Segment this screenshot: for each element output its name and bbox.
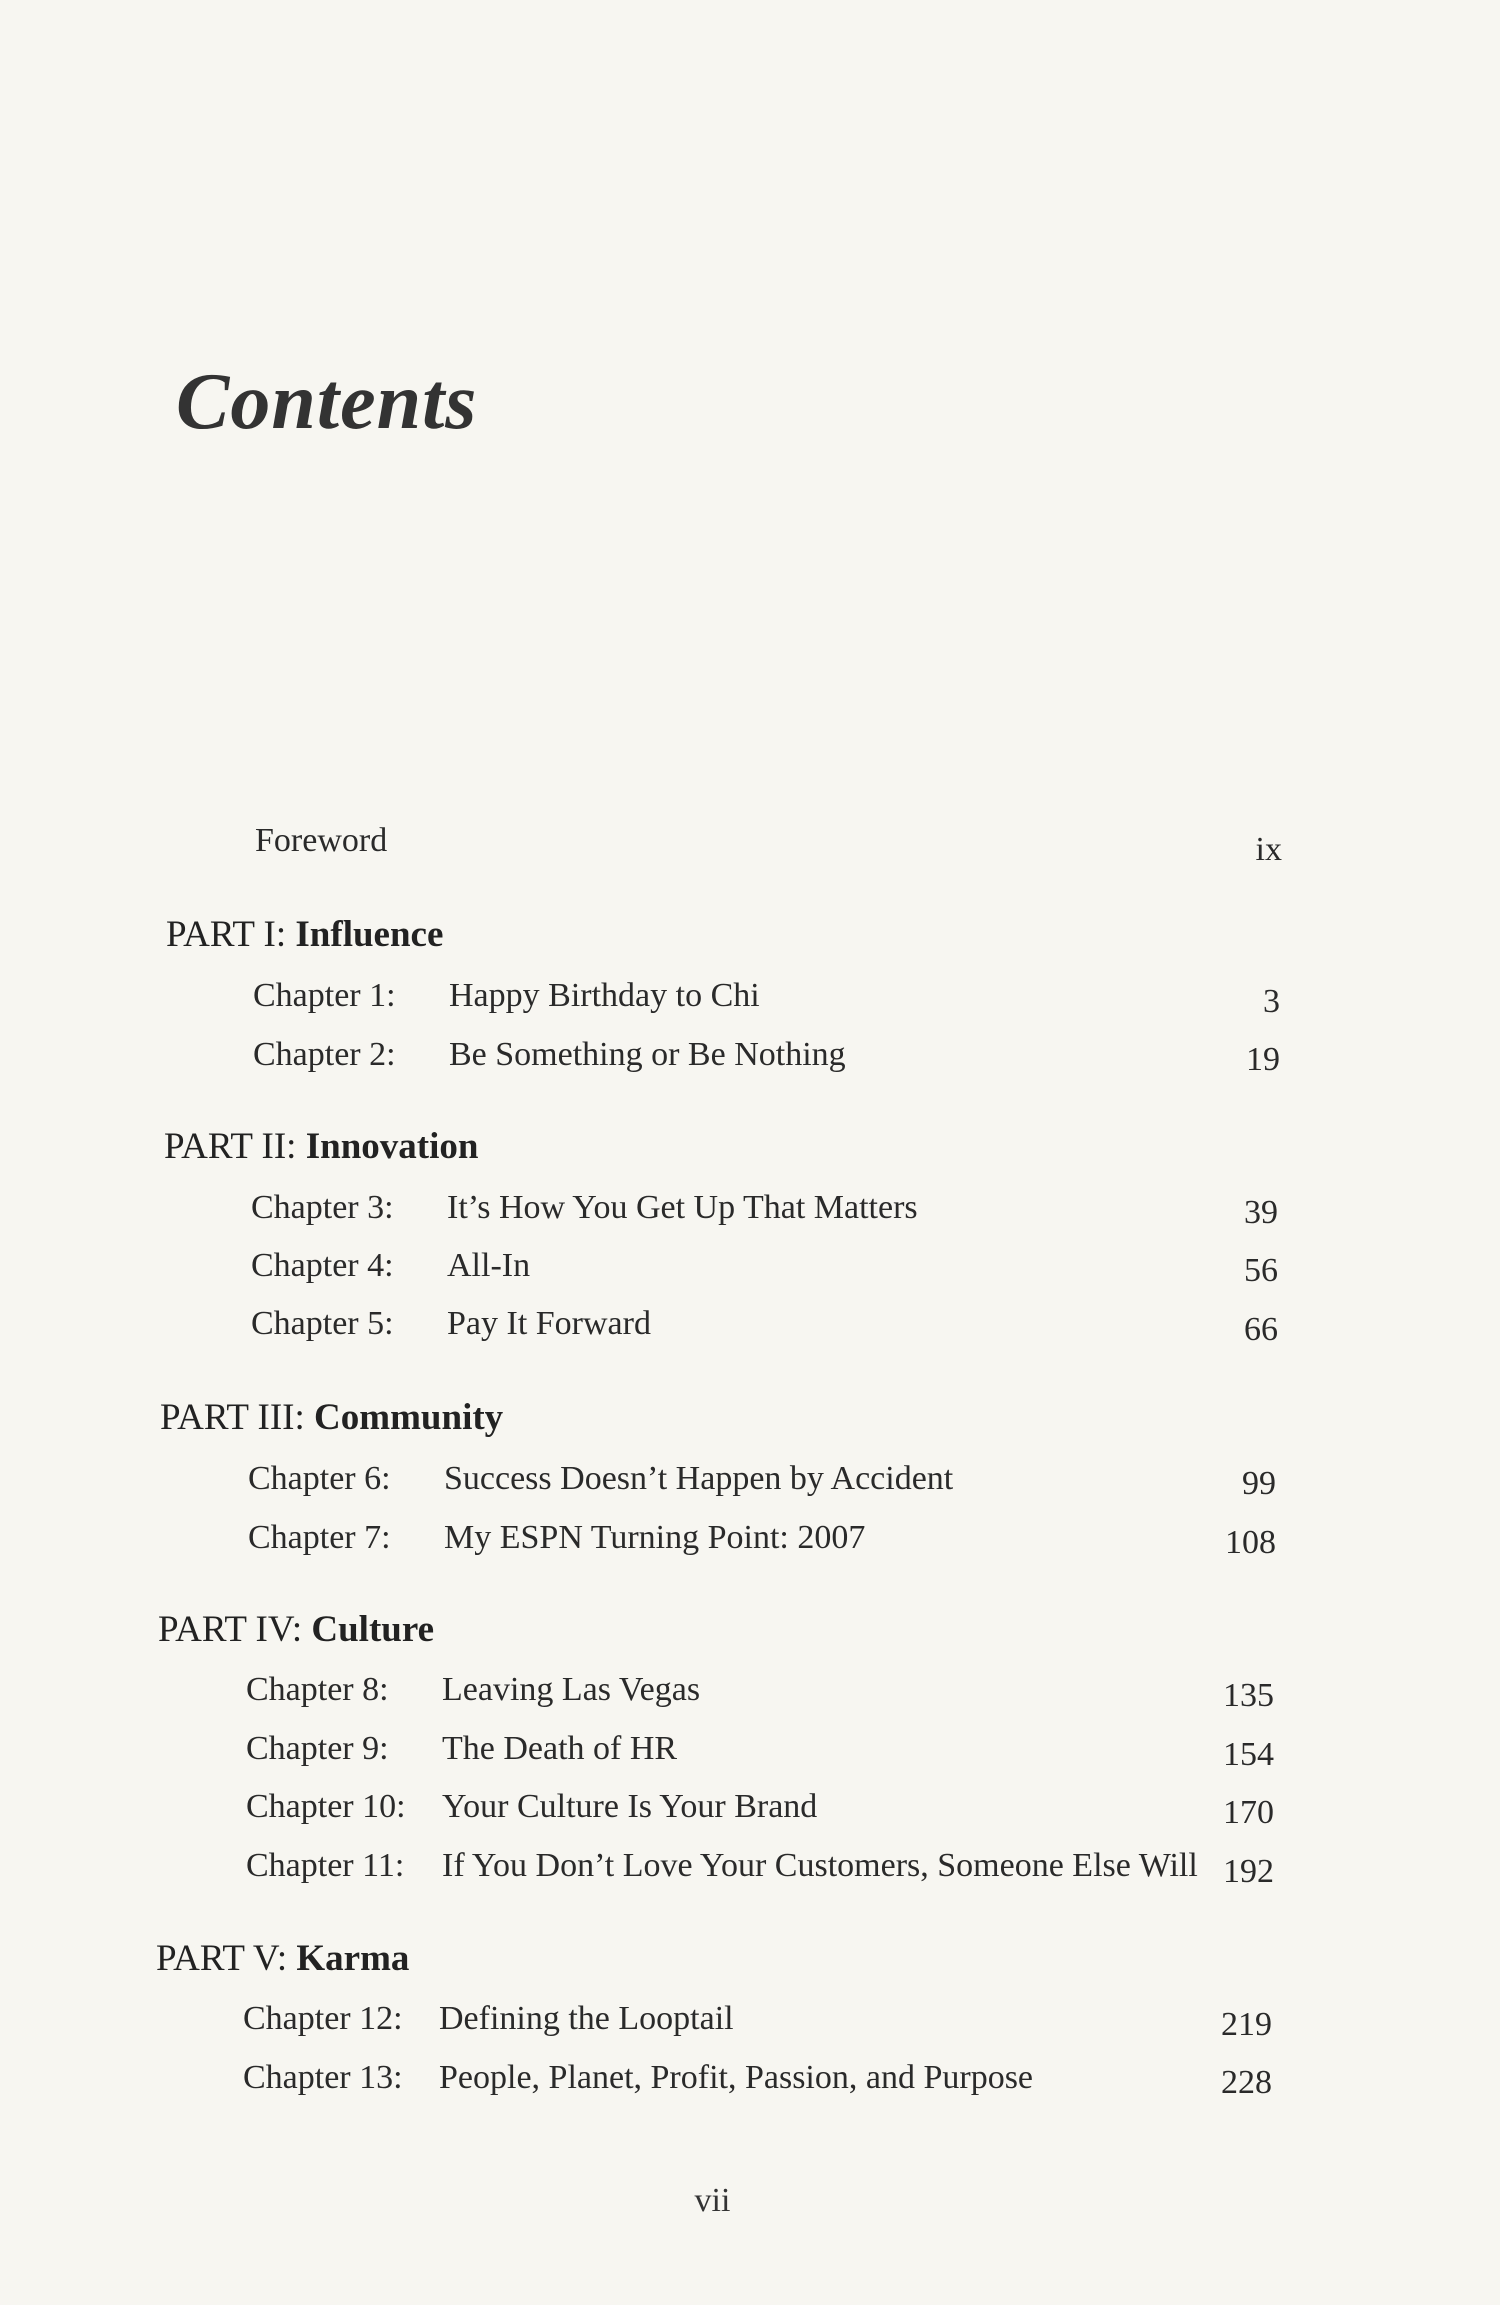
chapter-title: Success Doesn’t Happen by Accident — [444, 1460, 954, 1497]
part-label: PART I: — [166, 914, 287, 955]
chapter-title: People, Planet, Profit, Passion, and Purpose — [439, 2059, 1034, 2096]
chapter-page-number: 135 — [1223, 1677, 1274, 1714]
chapter-label: Chapter 9: — [246, 1730, 389, 1767]
part-label: PART II: — [164, 1126, 297, 1167]
chapter-label: Chapter 10: — [246, 1788, 406, 1825]
chapter-label: Chapter 1: — [253, 977, 396, 1014]
chapter-label: Chapter 12: — [243, 2000, 403, 2037]
part-label: PART V: — [156, 1938, 288, 1979]
part-name: Innovation — [305, 1126, 479, 1167]
chapter-title: If You Don’t Love Your Customers, Someone Else Will — [442, 1847, 1198, 1884]
part-heading-2[interactable] — [164, 1119, 478, 1175]
chapter-page-number: 66 — [1244, 1311, 1278, 1348]
chapter-title: My ESPN Turning Point: 2007 — [444, 1519, 866, 1556]
chapter-page-number: 170 — [1223, 1794, 1274, 1831]
chapter-page-number: 192 — [1223, 1853, 1274, 1890]
part-heading-4[interactable] — [158, 1602, 434, 1658]
chapter-title: Defining the Looptail — [439, 2000, 734, 2037]
chapter-title: All-In — [447, 1247, 531, 1284]
chapter-page-number: 39 — [1244, 1194, 1278, 1231]
chapter-title: It’s How You Get Up That Matters — [447, 1189, 918, 1226]
chapter-label: Chapter 13: — [243, 2059, 403, 2096]
chapter-title: Your Culture Is Your Brand — [442, 1788, 818, 1825]
chapter-page-number: 99 — [1242, 1465, 1276, 1502]
chapter-label: Chapter 5: — [251, 1305, 394, 1342]
chapter-title: Leaving Las Vegas — [442, 1671, 701, 1708]
chapter-page-number: 19 — [1246, 1041, 1280, 1078]
chapter-title: The Death of HR — [442, 1730, 678, 1767]
part-name: Community — [314, 1397, 504, 1438]
chapter-title: Pay It Forward — [447, 1305, 651, 1342]
part-name: Karma — [296, 1938, 410, 1979]
part-heading-5[interactable] — [156, 1931, 409, 1987]
chapter-title: Happy Birthday to Chi — [449, 977, 760, 1014]
chapter-page-number: 56 — [1244, 1252, 1278, 1289]
page-folio: vii — [694, 2182, 731, 2219]
foreword-label: Foreword — [255, 822, 388, 859]
chapter-page-number: 228 — [1221, 2064, 1272, 2101]
part-label: PART III: — [160, 1397, 305, 1438]
foreword-page-number: ix — [1255, 831, 1282, 868]
chapter-page-number: 219 — [1221, 2006, 1272, 2043]
chapter-page-number: 3 — [1263, 983, 1280, 1020]
part-heading-3[interactable] — [160, 1390, 503, 1446]
part-name: Influence — [295, 914, 444, 955]
part-name: Culture — [311, 1609, 435, 1650]
chapter-label: Chapter 7: — [248, 1519, 391, 1556]
chapter-label: Chapter 11: — [246, 1847, 405, 1884]
chapter-title: Be Something or Be Nothing — [449, 1036, 846, 1073]
part-heading-1[interactable] — [166, 907, 443, 963]
chapter-label: Chapter 6: — [248, 1460, 391, 1497]
chapter-label: Chapter 8: — [246, 1671, 389, 1708]
chapter-page-number: 154 — [1223, 1736, 1274, 1773]
chapter-label: Chapter 4: — [251, 1247, 394, 1284]
chapter-page-number: 108 — [1225, 1524, 1276, 1561]
chapter-label: Chapter 2: — [253, 1036, 396, 1073]
part-label: PART IV: — [158, 1609, 303, 1650]
chapter-label: Chapter 3: — [251, 1189, 394, 1226]
page-title: Contents — [176, 358, 478, 446]
